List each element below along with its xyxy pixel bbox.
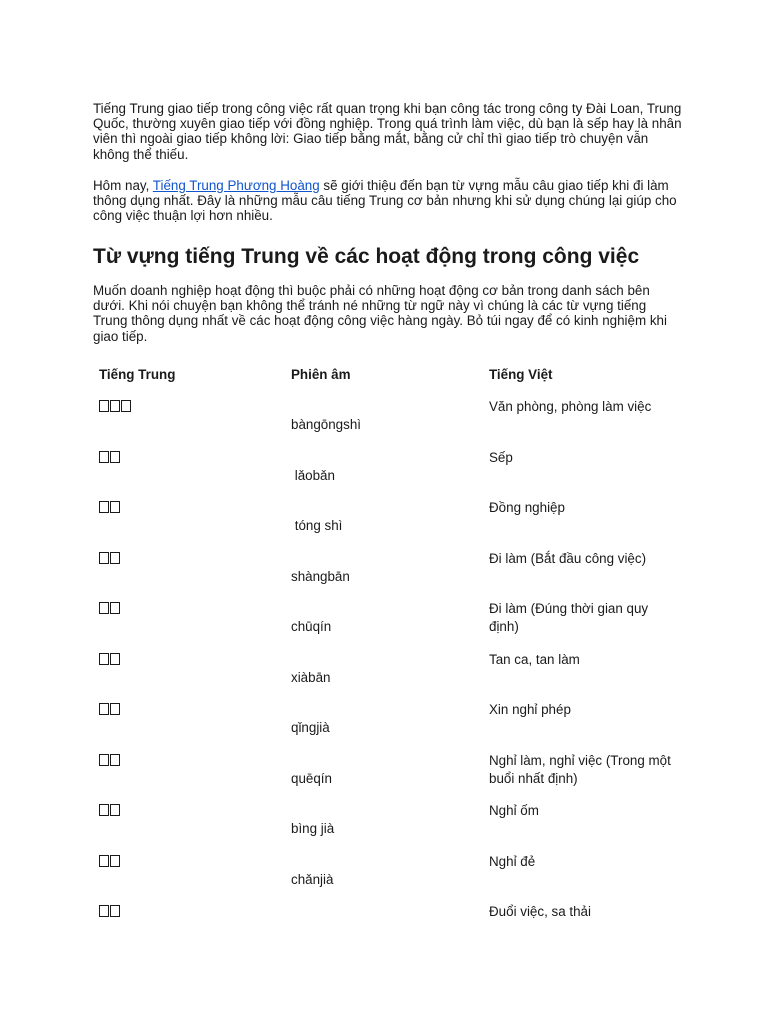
table-row-6-chinese-glyphs <box>99 701 121 719</box>
section-paragraph: Muốn doanh nghiệp hoạt động thì buộc phải có những hoạt động cơ bản trong danh sách bên dưới. Khi nói chuyện bạn không thể tránh né những từ ngữ này vì chúng là các từ vựng tiếng Trung thông dụng nhất về các hoạt động công việc hàng ngày. Bỏ túi ngay để có kinh nghiệm khi giao tiếp. <box>93 283 667 344</box>
missing-glyph-icon <box>99 754 109 766</box>
missing-glyph-icon <box>110 703 120 715</box>
table-row-6-vietnamese: Xin nghỉ phép <box>489 702 571 717</box>
intro-paragraph-2-suffix: sẽ giới thiệu đến bạn từ vựng mẫu câu giao tiếp khi đi làm thông dụng nhất. Đây là những mẫu câu tiếng Trung cơ bản nhưng khi sử dụng chúng lại giúp cho công việc thuận lợi hơn nhiều. <box>93 178 677 224</box>
table-row-4-chinese-glyphs <box>99 600 121 618</box>
missing-glyph-icon <box>110 552 120 564</box>
table-row-5-chinese-glyphs <box>99 651 121 669</box>
table-row-9-chinese-glyphs <box>99 853 121 871</box>
table-row-1-vietnamese: Sếp <box>489 450 513 465</box>
missing-glyph-icon <box>110 653 120 665</box>
table-row-1-chinese-glyphs <box>99 449 121 467</box>
table-row-9-pinyin: chǎnjià <box>291 872 334 887</box>
missing-glyph-icon <box>99 400 109 412</box>
table-row-0-chinese-glyphs <box>99 398 132 416</box>
missing-glyph-icon <box>110 451 120 463</box>
table-row-5-pinyin: xiàbān <box>291 670 331 685</box>
table-row-7-pinyin: quēqín <box>291 771 332 786</box>
table-row-3-vietnamese: Đi làm (Bắt đầu công việc) <box>489 551 647 566</box>
table-row-1-pinyin: lǎobǎn <box>291 468 335 483</box>
table-row-2-pinyin: tóng shì <box>291 518 343 533</box>
table-row-8-pinyin: bìng jià <box>291 821 335 836</box>
table-row-4-pinyin: chūqín <box>291 619 332 634</box>
table-row-10-vietnamese: Đuổi việc, sa thải <box>489 904 591 919</box>
table-header-vietnamese: Tiếng Việt <box>489 367 553 382</box>
table-row-5-vietnamese: Tan ca, tan làm <box>489 652 580 667</box>
missing-glyph-icon <box>110 855 120 867</box>
missing-glyph-icon <box>99 905 109 917</box>
table-row-9-vietnamese: Nghỉ đẻ <box>489 854 536 869</box>
table-row-2-chinese-glyphs <box>99 499 121 517</box>
section-heading: Từ vựng tiếng Trung về các hoạt động trong công việc <box>93 245 640 268</box>
missing-glyph-icon <box>99 501 109 513</box>
table-row-3-chinese-glyphs <box>99 550 121 568</box>
missing-glyph-icon <box>99 451 109 463</box>
table-row-0-vietnamese: Văn phòng, phòng làm việc <box>489 399 652 414</box>
missing-glyph-icon <box>110 602 120 614</box>
table-header-pinyin: Phiên âm <box>291 367 351 382</box>
table-row-0-pinyin: bàngōngshì <box>291 417 361 432</box>
missing-glyph-icon <box>99 552 109 564</box>
tieng-trung-phuong-hoang-link[interactable]: Tiếng Trung Phương Hoàng <box>152 178 320 193</box>
table-row-7-chinese-glyphs <box>99 752 121 770</box>
missing-glyph-icon <box>110 400 120 412</box>
table-row-2-vietnamese: Đồng nghiệp <box>489 500 565 515</box>
intro-paragraph-2-prefix: Hôm nay, <box>93 178 153 193</box>
table-row-4-vietnamese: Đi làm (Đúng thời gian quy định) <box>489 601 649 634</box>
missing-glyph-icon <box>110 754 120 766</box>
table-row-10-chinese-glyphs <box>99 903 121 921</box>
table-row-8-chinese-glyphs <box>99 802 121 820</box>
table-row-6-pinyin: qǐngjià <box>291 720 330 735</box>
missing-glyph-icon <box>99 653 109 665</box>
missing-glyph-icon <box>121 400 131 412</box>
table-row-8-vietnamese: Nghỉ ốm <box>489 803 539 818</box>
missing-glyph-icon <box>99 602 109 614</box>
table-row-3-pinyin: shàngbān <box>291 569 350 584</box>
missing-glyph-icon <box>99 804 109 816</box>
intro-paragraph-1: Tiếng Trung giao tiếp trong công việc rất quan trọng khi bạn công tác trong công ty Đài Loan, Trung Quốc, thường xuyên giao tiếp với đồng nghiệp. Trong quá trình làm việc, dù bạn là sếp hay là nhân viên thì ngoài giao tiếp không lời: Giao tiếp bằng mắt, bằng cử chỉ thì giao tiếp trò chuyện vẫn không thể thiếu. <box>93 101 682 162</box>
missing-glyph-icon <box>110 804 120 816</box>
missing-glyph-icon <box>110 905 120 917</box>
table-row-7-vietnamese: Nghỉ làm, nghỉ việc (Trong một buổi nhất định) <box>489 753 671 786</box>
missing-glyph-icon <box>99 703 109 715</box>
missing-glyph-icon <box>99 855 109 867</box>
table-header-chinese: Tiếng Trung <box>99 367 176 382</box>
missing-glyph-icon <box>110 501 120 513</box>
